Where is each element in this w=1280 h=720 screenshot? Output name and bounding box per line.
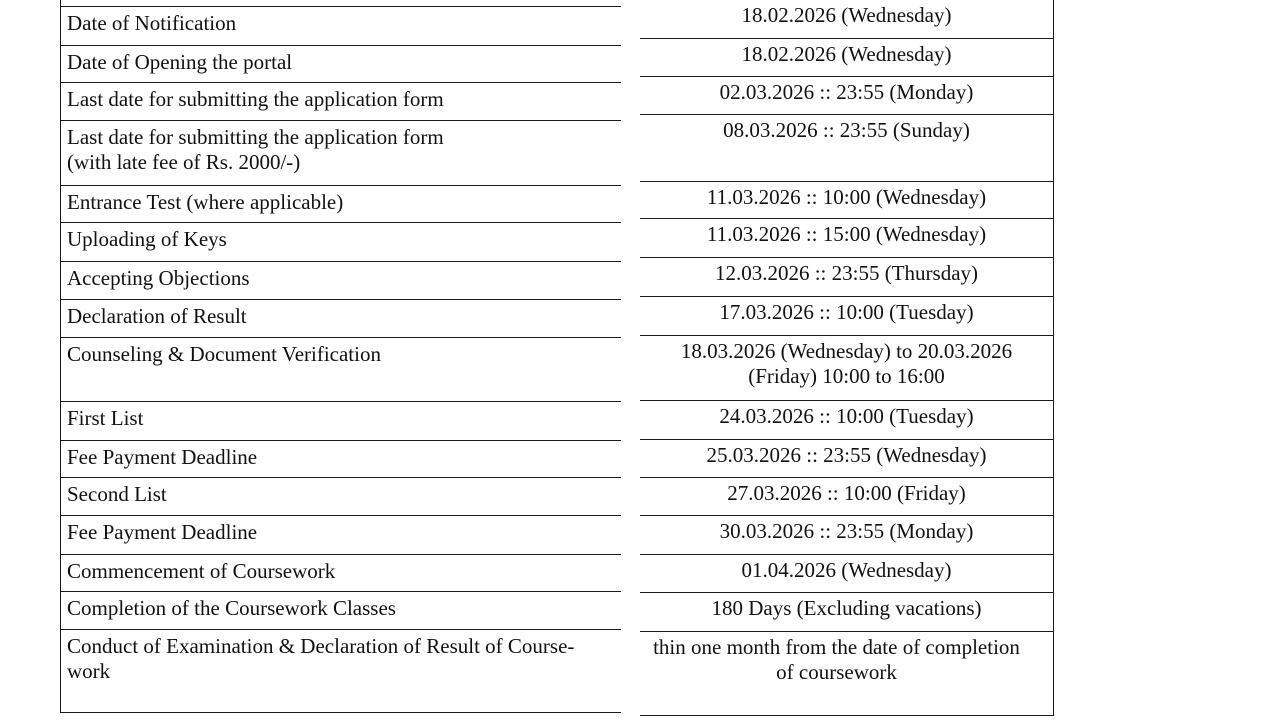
date-cell: [640, 632, 1053, 716]
event-text-line: Commencement of Coursework: [67, 559, 336, 583]
date-cell: [640, 39, 1053, 77]
event-text-line: (with late fee of Rs. 2000/-): [67, 150, 301, 174]
event-cell: [61, 441, 621, 478]
date-text-line: 18.03.2026 (Wednesday) to 20.03.2026: [680, 339, 1013, 363]
event-cell: [61, 7, 621, 46]
event-cell: [61, 338, 621, 402]
date-text-line: 12.03.2026 :: 23:55 (Thursday): [714, 261, 979, 285]
event-text-line: Fee Payment Deadline: [67, 520, 258, 544]
event-column: [60, 0, 621, 713]
date-text-line: 180 Days (Excluding vacations): [711, 596, 982, 620]
date-text-line: 17.03.2026 :: 10:00 (Tuesday): [719, 300, 974, 324]
event-text-line: Conduct of Examination & Declaration of Result of Course-: [67, 634, 575, 658]
date-cell: [640, 516, 1053, 555]
event-cell: [61, 262, 621, 300]
event-cell: [61, 630, 621, 713]
date-text-line: thin one month from the date of completion: [653, 635, 1020, 659]
event-text-line: Second List: [67, 482, 167, 506]
date-cell: [640, 219, 1053, 258]
date-text-line: (Friday) 10:00 to 16:00: [748, 364, 945, 388]
event-text-line: Last date for submitting the application form: [67, 125, 444, 149]
date-text-line: 27.03.2026 :: 10:00 (Friday): [727, 481, 966, 505]
date-text-line: 11.03.2026 :: 15:00 (Wednesday): [706, 222, 987, 246]
event-cell: [61, 121, 621, 186]
date-cell: [640, 593, 1053, 632]
date-column: [640, 0, 1054, 716]
date-cell: [640, 77, 1053, 115]
date-text-line: 30.03.2026 :: 23:55 (Monday): [719, 519, 974, 543]
event-top-border: [61, 0, 621, 7]
date-text-line: of coursework: [776, 660, 897, 684]
event-text-line: Date of Opening the portal: [67, 50, 293, 74]
event-text-line: Fee Payment Deadline: [67, 445, 258, 469]
event-text-line: Last date for submitting the application form: [67, 87, 444, 111]
event-text-line: Completion of the Coursework Classes: [67, 596, 396, 620]
event-cell: [61, 555, 621, 592]
event-text-line: First List: [67, 406, 144, 430]
event-text-line: Entrance Test (where applicable): [67, 190, 344, 214]
event-cell: [61, 83, 621, 121]
date-cell: [640, 115, 1053, 182]
date-cell: [640, 258, 1053, 297]
event-cell: [61, 478, 621, 516]
event-cell: [61, 516, 621, 555]
date-text-line: 18.02.2026 (Wednesday): [741, 42, 952, 66]
event-text-line: Declaration of Result: [67, 304, 247, 328]
event-cell: [61, 402, 621, 441]
date-cell: [640, 336, 1053, 401]
event-cell: [61, 300, 621, 338]
date-cell: [640, 401, 1053, 440]
date-cell: [640, 555, 1053, 593]
date-text-line: 01.04.2026 (Wednesday): [741, 558, 952, 582]
date-text-line: 18.02.2026 (Wednesday): [741, 3, 952, 27]
event-text-line: Uploading of Keys: [67, 227, 227, 251]
date-text-line: 11.03.2026 :: 10:00 (Wednesday): [706, 185, 987, 209]
event-text-line: Date of Notification: [67, 11, 237, 35]
date-text-line: 02.03.2026 :: 23:55 (Monday): [719, 80, 974, 104]
event-cell: [61, 592, 621, 630]
date-cell: [640, 478, 1053, 516]
event-text-line: Accepting Objections: [67, 266, 250, 290]
date-text-line: 08.03.2026 :: 23:55 (Sunday): [723, 118, 970, 142]
date-cell: [640, 440, 1053, 478]
date-cell: [640, 0, 1053, 39]
date-cell: [640, 182, 1053, 219]
event-cell: [61, 223, 621, 262]
event-text-line: work: [67, 659, 111, 683]
event-cell: [61, 186, 621, 223]
date-text-line: 25.03.2026 :: 23:55 (Wednesday): [706, 443, 987, 467]
date-text-line: 24.03.2026 :: 10:00 (Tuesday): [719, 404, 974, 428]
event-cell: [61, 46, 621, 83]
date-cell: [640, 297, 1053, 336]
event-text-line: Counseling & Document Verification: [67, 342, 381, 366]
